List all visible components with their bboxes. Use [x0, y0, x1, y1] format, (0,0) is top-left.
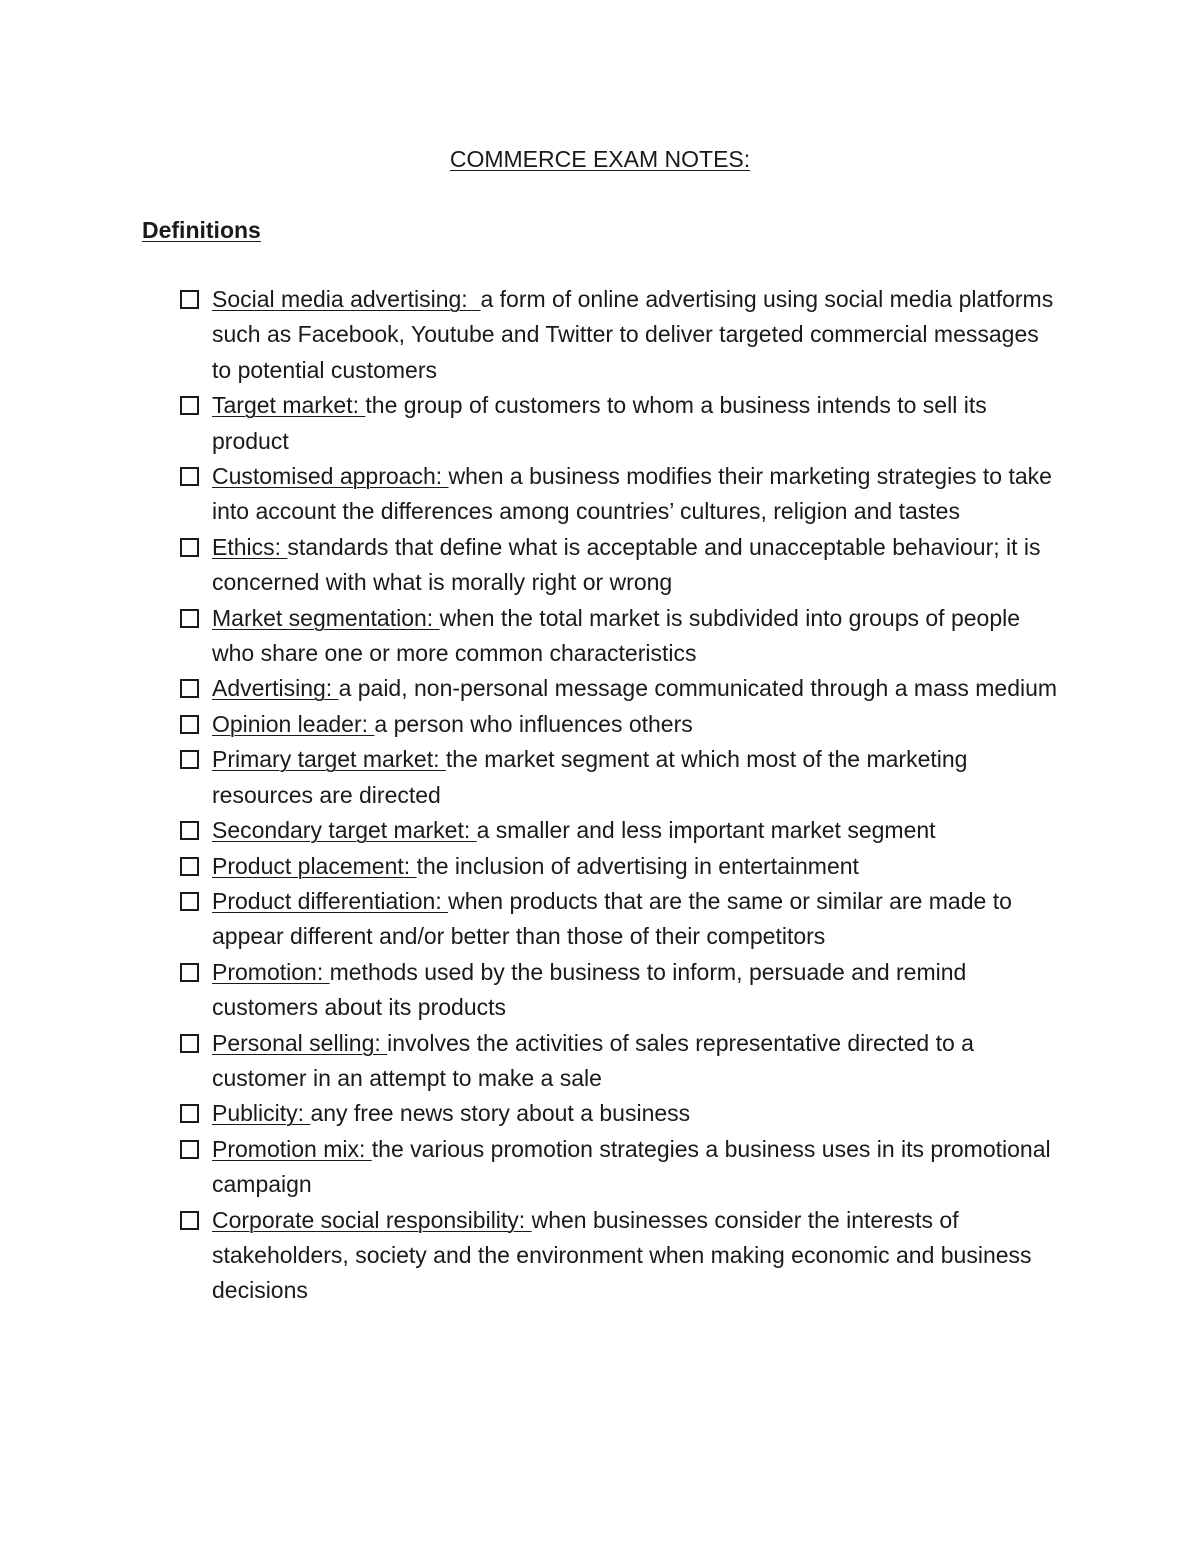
definition-text: a form of online advertising using social media platforms such as Facebook, Youtube and Twitter to deliver targeted commercial messages to potential customers [212, 286, 1060, 383]
list-item [178, 671, 1058, 706]
term-label: Publicity: [212, 1100, 311, 1127]
term-label: Target market: [212, 392, 366, 419]
checkbox-icon[interactable] [180, 609, 199, 628]
term-label: Advertising: [212, 675, 339, 702]
list-item [178, 282, 1058, 388]
term-label: Market segmentation: [212, 604, 440, 631]
term-label: Corporate social responsibility: [212, 1206, 532, 1233]
definition-text: standards that define what is acceptable and unacceptable behaviour; it is concerned with what is morally right or wrong [212, 533, 1047, 596]
definition-text: any free news story about a business [310, 1100, 691, 1127]
document-title: COMMERCE EXAM NOTES: [449, 146, 751, 172]
checkbox-icon[interactable] [180, 821, 199, 840]
checkbox-icon[interactable] [180, 467, 199, 486]
checkbox-icon[interactable] [180, 715, 199, 734]
list-item [178, 388, 1058, 459]
list-item [178, 742, 1058, 813]
definition-text: a person who influences others [374, 710, 693, 737]
list-item [178, 707, 1058, 742]
definition-text: the inclusion of advertising in entertainment [416, 852, 859, 879]
definitions-list [178, 282, 1058, 1309]
checkbox-icon[interactable] [180, 538, 199, 557]
list-item [178, 1026, 1058, 1097]
term-label: Promotion mix: [212, 1135, 372, 1162]
definition-text: when products that are the same or similar are made to appear different and/or better than those of their competitors [212, 887, 1019, 950]
list-item [178, 1132, 1058, 1203]
checkbox-icon[interactable] [180, 679, 199, 698]
list-item [178, 601, 1058, 672]
checkbox-icon[interactable] [180, 396, 199, 415]
term-label: Social media advertising: [212, 286, 481, 312]
checkbox-icon[interactable] [180, 1104, 199, 1123]
checkbox-icon[interactable] [180, 1211, 199, 1230]
list-item [178, 459, 1058, 530]
list-item [178, 530, 1058, 601]
definition-text: a smaller and less important market segment [476, 817, 936, 844]
checkbox-icon[interactable] [180, 290, 199, 309]
term-label: Customised approach: [212, 463, 449, 490]
definition-text: when the total market is subdivided into groups of people who share one or more common characteristics [212, 604, 1027, 667]
list-item [178, 884, 1058, 955]
checkbox-icon[interactable] [180, 892, 199, 911]
definition-text: when businesses consider the interests of stakeholders, society and the environment when making economic and business decisions [212, 1206, 1038, 1304]
term-label: Secondary target market: [212, 817, 477, 844]
list-item [178, 1203, 1058, 1309]
term-label: Ethics: [212, 533, 288, 560]
definition-text: the various promotion strategies a business uses in its promotional campaign [212, 1135, 1058, 1198]
list-item [178, 955, 1058, 1026]
term-label: Promotion: [212, 958, 330, 985]
checkbox-icon[interactable] [180, 1140, 199, 1159]
definition-text: the market segment at which most of the marketing resources are directed [212, 746, 974, 808]
term-label: Product differentiation: [212, 887, 449, 914]
term-label: Opinion leader: [212, 710, 375, 737]
list-item [178, 1096, 1058, 1131]
term-label: Product placement: [212, 852, 417, 879]
definition-text: when a business modifies their marketing strategies to take into account the differences among countries’ cultures, religion and tastes [212, 463, 1059, 525]
term-label: Personal selling: [212, 1029, 388, 1056]
list-item [178, 849, 1058, 884]
section-heading-definitions: Definitions [142, 217, 261, 243]
definition-text: involves the activities of sales representative directed to a customer in an attempt to make a sale [212, 1029, 981, 1091]
checkbox-icon[interactable] [180, 857, 199, 876]
checkbox-icon[interactable] [180, 1034, 199, 1053]
checkbox-icon[interactable] [180, 750, 199, 769]
list-item [178, 813, 1058, 848]
definition-text: a paid, non-personal message communicated through a mass medium [338, 675, 1058, 702]
definition-text: the group of customers to whom a business intends to sell its product [212, 392, 994, 454]
term-label: Primary target market: [212, 746, 446, 773]
checkbox-icon[interactable] [180, 963, 199, 982]
definition-text: methods used by the business to inform, persuade and remind customers about its products [212, 958, 973, 1021]
